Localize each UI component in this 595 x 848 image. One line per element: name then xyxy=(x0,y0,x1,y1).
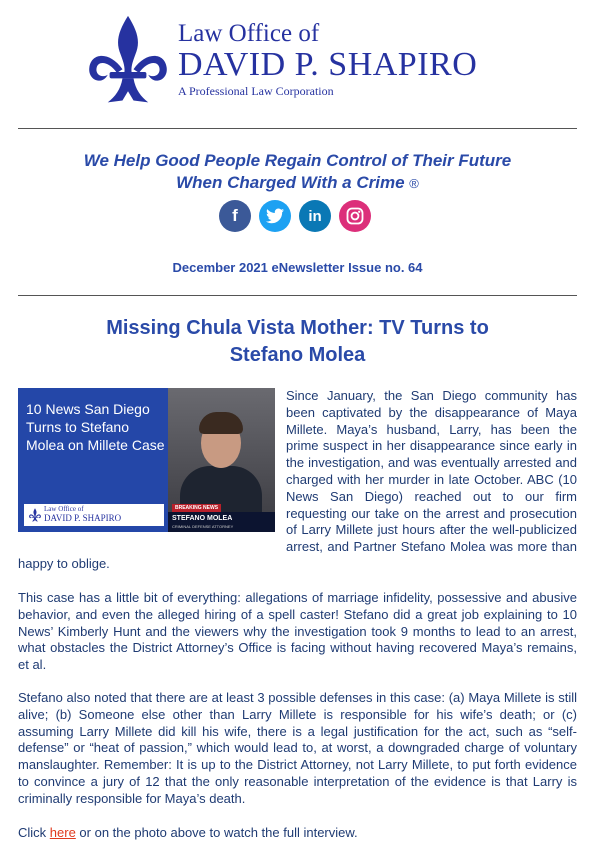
breaking-news-badge: BREAKING NEWS xyxy=(172,504,221,512)
article-paragraph-1-text: Since January, the San Diego community has been captivated by the disappearance of Maya Millete. Maya’s husband, Larry, has been the prime suspect in her disappearance since early in the investigation, and was eventually arrested and charged with her murder in late October. ABC (10 News San Diego) reached out to our firm requesting our take on the arrest and prosecution of Larry Millete just hours after the well-publicized arrest, and Partner Stefano Molea was more than happy to oblige. xyxy=(18,388,577,571)
registered-mark: ® xyxy=(409,176,419,191)
article-title xyxy=(18,315,577,369)
cta-suffix: or on the photo above to watch the full interview. xyxy=(75,825,358,840)
issue-label: December 2021 eNewsletter Issue no. 64 xyxy=(172,260,423,275)
tagline-line2-wrap xyxy=(18,172,577,195)
firm-logo[interactable] xyxy=(78,8,518,108)
thumbnail-logo-line1: Law Office of xyxy=(44,505,84,513)
article-title-line1: Missing Chula Vista Mother: TV Turns to xyxy=(106,317,489,339)
article-title-line2: Stefano Molea xyxy=(229,344,366,366)
firm-name-line2: DAVID P. SHAPIRO xyxy=(178,46,478,83)
divider-top xyxy=(18,128,577,129)
cta-prefix: Click xyxy=(18,825,50,840)
firm-name-line1: Law Office of xyxy=(178,20,320,47)
thumbnail-headline: 10 News San Diego Turns to Stefano Molea on Millete Case xyxy=(26,401,165,453)
thumbnail-float-spacer xyxy=(18,388,286,540)
lower-third-role: CRIMINAL DEFENSE ATTORNEY xyxy=(172,524,234,529)
instagram-camera-icon xyxy=(346,207,364,225)
thumbnail-logo-line2: DAVID P. SHAPIRO xyxy=(44,513,122,523)
divider-middle xyxy=(18,295,577,296)
twitter-icon[interactable] xyxy=(259,200,291,232)
firm-subtitle: A Professional Law Corporation xyxy=(178,84,334,98)
tagline-line2: When Charged With a Crime xyxy=(176,173,405,192)
article-paragraph-3: Stefano also noted that there are at least 3 possible defenses in this case: (a) Maya Millete is still alive; (b) Someone else other than Larry Millete is responsible for his wife’s death; or (c) assuming Larry Millete did kill his wife, there is a legal justification for the act, such as “self-defense” or “heat of passion,” which would lead to, at worst, a downgraded charge of voluntary manslaughter. Remember: It is up to the District Attorney, not Larry Millete, to put forth evidence to convince a jury of 12 that the only reasonable interpretation of the evidence is that Larry is criminally responsible for Maya’s death. xyxy=(18,690,577,806)
tagline-line1: We Help Good People Regain Control of Their Future xyxy=(83,151,512,170)
social-links xyxy=(219,200,376,234)
twitter-bird-icon xyxy=(266,208,284,224)
article-paragraph-1 xyxy=(18,388,577,573)
instagram-icon[interactable] xyxy=(339,200,371,232)
tagline xyxy=(18,150,577,195)
watch-interview-link[interactable]: here xyxy=(49,825,76,840)
linkedin-icon[interactable]: in xyxy=(299,200,331,232)
lower-third-name: STEFANO MOLEA xyxy=(172,515,233,522)
article-cta xyxy=(18,825,577,842)
article-paragraph-2: This case has a little bit of everything: allegations of marriage infidelity, possessive and abusive behavior, and even the alleged hiring of a spell caster! Stefano did a great job explaining to 10 News’ Kimberly Hunt and the viewers why the investigation took 9 months to lead to an arrest, what obstacles the District Attorney’s Office is facing without having recovered Maya’s remains, et al. xyxy=(18,590,577,673)
fleur-de-lis-icon xyxy=(82,12,174,108)
facebook-icon[interactable]: f xyxy=(219,200,251,232)
